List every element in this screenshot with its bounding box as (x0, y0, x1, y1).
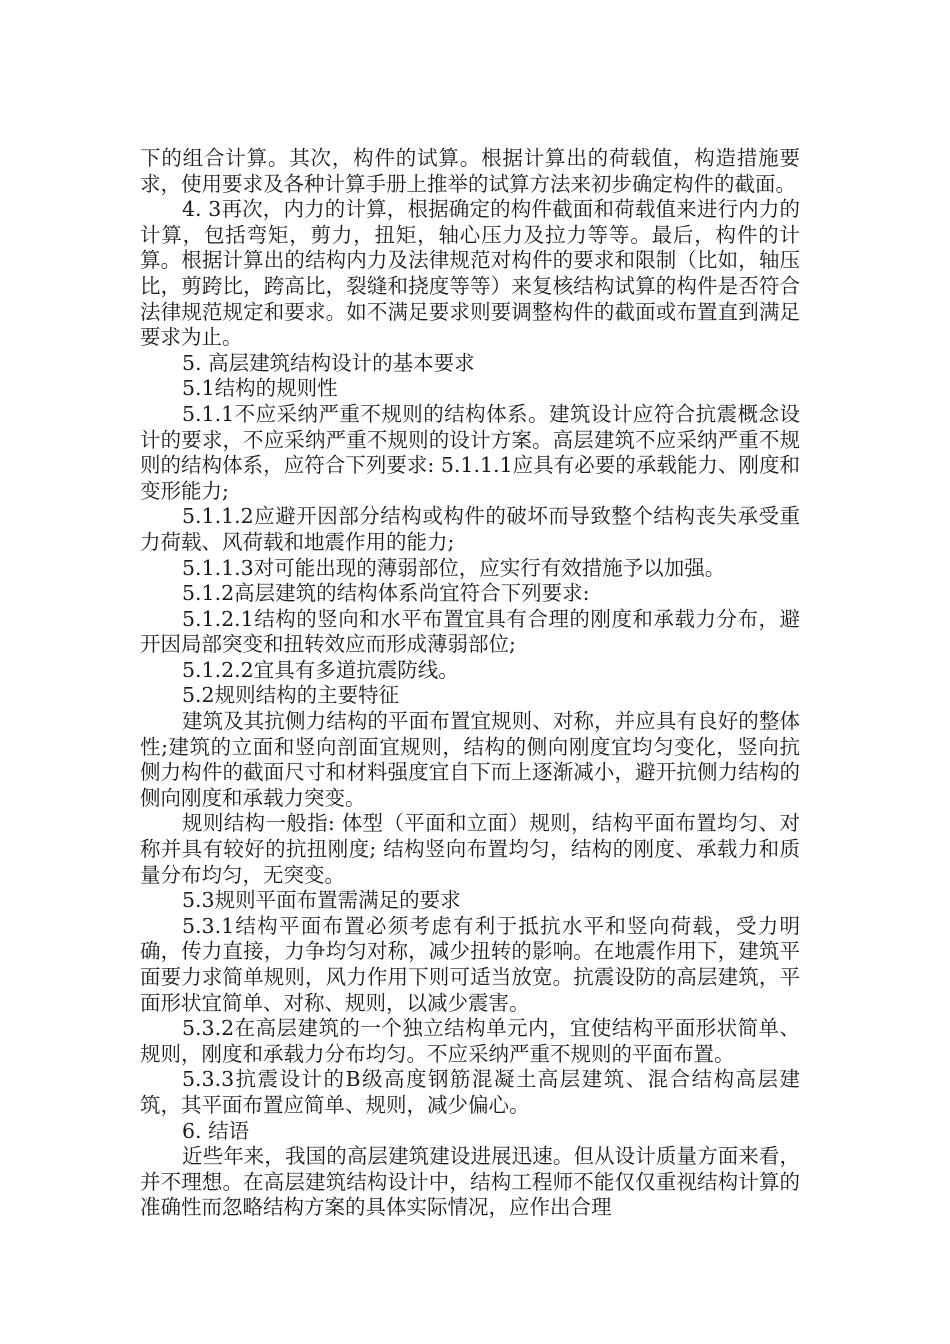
section-heading-5: 5. 高层建筑结构设计的基本要求 (182, 350, 475, 375)
paragraph-5-3-2: 5.3.2在高层建筑的一个独立结构单元内，宜使结构平面形状简单、规则，刚度和承载力分布均匀。不应采纳严重不规则的平面布置。 (140, 1016, 800, 1066)
subsection-heading-5-2: 5.2规则结构的主要特征 (182, 683, 400, 708)
paragraph-5-1-1-2: 5.1.1.2应避开因部分结构或构件的破坏而导致整个结构丧失承受重力荷载、风荷载和地震作用的能力; (140, 504, 800, 554)
subsection-heading-5-1: 5.1结构的规则性 (182, 376, 338, 401)
paragraph-5-1-1-3: 5.1.1.3对可能出现的薄弱部位，应实行有效措施予以加强。 (182, 555, 726, 580)
section-heading-6: 6. 结语 (182, 1118, 250, 1143)
paragraph-1: 4. 3再次，内力的计算，根据确定的构件截面和荷载值来进行内力的计算，包括弯矩，剪力，扭矩，轴心压力及拉力等等。最后，构件的计算。根据计算出的结构内力及法律规范对构件的要求和限制（比如，轴压比，剪跨比，跨高比，裂缝和挠度等等）来复核结构试算的构件是否符合法律规范规定和要求。如不满足要求则要调整构件的截面或布置直到满足要求为止。 (140, 197, 800, 350)
paragraph-conclusion: 近些年来，我国的高层建筑建设进展迅速。但从设计质量方面来看，并不理想。在高层建筑结构设计中，结构工程师不能仅仅重视结构计算的准确性而忽略结构方案的具体实际情况，应作出合理 (140, 1144, 800, 1220)
paragraph-5-1-2-1: 5.1.2.1结构的竖向和水平布置宜具有合理的刚度和承载力分布，避开因局部突变和扭转效应而形成薄弱部位; (140, 606, 800, 657)
document-body (140, 146, 800, 1221)
paragraph-5-1-2-2: 5.1.2.2宜具有多道抗震防线。 (182, 657, 459, 682)
subsection-heading-5-3: 5.3规则平面布置需满足的要求 (182, 888, 461, 913)
paragraph-0: 下的组合计算。其次，构件的试算。根据计算出的荷载值，构造措施要求，使用要求及各种计算手册上推举的试算方法来初步确定构件的截面。 (140, 146, 800, 196)
paragraph-5-1-1: 5.1.1不应采纳严重不规则的结构体系。建筑设计应符合抗震概念设计的要求，不应采纳严重不规则的设计方案。高层建筑不应采纳严重不规则的结构体系，应符合下列要求: 5.1.1.1应具有必要的承载能力、刚度和变形能力; (140, 401, 800, 503)
paragraph-5-3-1: 5.3.1结构平面布置必须考虑有利于抵抗水平和竖向荷载，受力明确，传力直接，力争均匀对称，减少扭转的影响。在地震作用下，建筑平面要力求简单规则，风力作用下则可适当放宽。抗震设防的高层建筑，平面形状宜简单、对称、规则，以减少震害。 (140, 913, 800, 1015)
paragraph-5-1-2: 5.1.2高层建筑的结构体系尚宜符合下列要求: (182, 581, 590, 606)
paragraph-5-2-a: 建筑及其抗侧力结构的平面布置宜规则、对称，并应具有良好的整体性;建筑的立面和竖向剖面宜规则，结构的侧向刚度宜均匀变化，竖向抗侧力构件的截面尺寸和材料强度宜自下而上逐渐减小，避开抗侧力结构的侧向刚度和承载力突变。 (140, 709, 800, 810)
paragraph-5-3-3: 5.3.3抗震设计的B级高度钢筋混凝土高层建筑、混合结构高层建筑，其平面布置应简单、规则，减少偏心。 (140, 1067, 800, 1117)
paragraph-5-2-b: 规则结构一般指: 体型（平面和立面）规则，结构平面布置均匀、对称并具有较好的抗扭刚度; 结构竖向布置均匀，结构的刚度、承载力和质量分布均匀，无突变。 (140, 811, 800, 887)
